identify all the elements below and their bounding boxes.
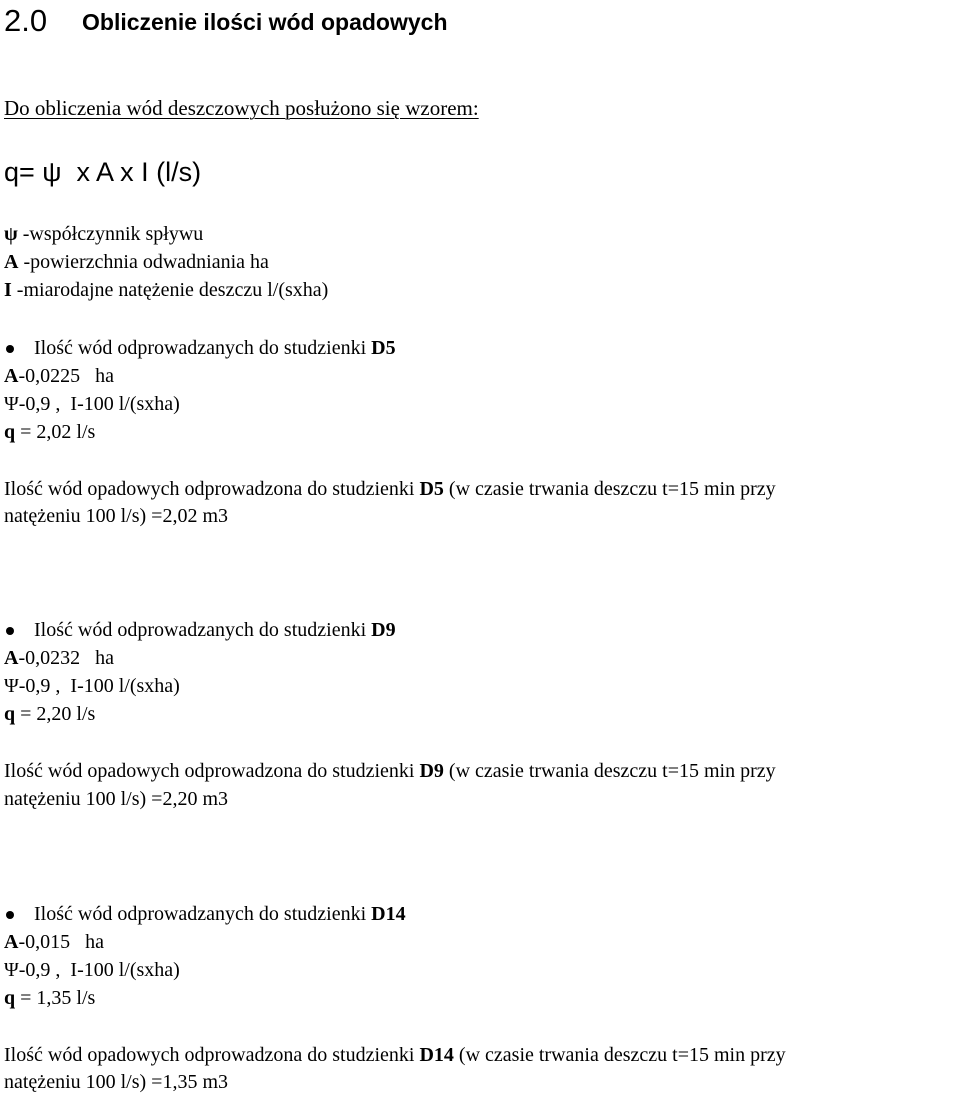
area-label: A: [4, 647, 19, 669]
well-id: D14: [371, 903, 406, 925]
summary-suffix: (w czasie trwania deszczu t=15 min przy: [453, 1044, 786, 1066]
area-value: -0,0232 ha: [18, 647, 114, 669]
summary-suffix: (w czasie trwania deszczu t=15 min przy: [443, 760, 776, 782]
summary-well-id: D14: [419, 1044, 454, 1066]
legend-item-area: [4, 252, 269, 272]
area-label: A: [4, 365, 19, 387]
area-value: -0,0225 ha: [18, 365, 114, 387]
bullet-icon: [6, 911, 14, 919]
coefficient-line: Ψ-0,9 , I-100 l/(sxha): [4, 393, 180, 415]
area-line: [4, 648, 114, 668]
bullet-icon: [6, 345, 14, 353]
formula: q= ψ x A x I (l/s): [4, 157, 202, 187]
flow-label: q: [4, 987, 16, 1009]
summary-line: [4, 761, 776, 781]
flow-value: = 1,35 l/s: [15, 987, 96, 1009]
flow-label: q: [4, 703, 16, 725]
flow-line: [4, 422, 95, 442]
summary-line: [4, 1045, 786, 1065]
legend-text: -współczynnik spływu: [17, 223, 204, 245]
intro-text: Do obliczenia wód deszczowych posłużono się wzorem:: [4, 96, 479, 120]
area-label: A: [4, 931, 19, 953]
legend-symbol: A: [4, 251, 19, 273]
summary-well-id: D9: [419, 760, 444, 782]
section-heading-text: Ilość wód odprowadzanych do studzienki: [34, 619, 372, 641]
section-heading-d9: [34, 620, 396, 640]
well-id: D5: [371, 337, 396, 359]
flow-value: = 2,20 l/s: [15, 703, 96, 725]
summary-line-2: natężeniu 100 l/s) =1,35 m3: [4, 1071, 229, 1093]
summary-line-2: natężeniu 100 l/s) =2,20 m3: [4, 788, 229, 810]
summary-well-id: D5: [419, 478, 444, 500]
section-heading-d14: [34, 904, 406, 924]
flow-label: q: [4, 421, 16, 443]
legend-item-intensity: [4, 280, 328, 300]
flow-line: [4, 704, 95, 724]
area-line: [4, 932, 104, 952]
summary-line-2: natężeniu 100 l/s) =2,02 m3: [4, 505, 229, 527]
section-heading-text: Ilość wód odprowadzanych do studzienki: [34, 903, 372, 925]
summary-prefix: Ilość wód opadowych odprowadzona do studzienki: [4, 1044, 420, 1066]
area-line: [4, 366, 114, 386]
summary-suffix: (w czasie trwania deszczu t=15 min przy: [443, 478, 776, 500]
area-value: -0,015 ha: [18, 931, 104, 953]
legend-text: -miarodajne natężenie deszczu l/(sxha): [11, 279, 329, 301]
legend-text: -powierzchnia odwadniania ha: [18, 251, 269, 273]
coefficient-line: Ψ-0,9 , I-100 l/(sxha): [4, 959, 180, 981]
flow-value: = 2,02 l/s: [15, 421, 96, 443]
section-number: 2.0: [4, 3, 48, 38]
section-heading-d5: [34, 338, 396, 358]
summary-prefix: Ilość wód opadowych odprowadzona do studzienki: [4, 760, 420, 782]
section-title: Obliczenie ilości wód opadowych: [82, 9, 448, 35]
legend-item-psi: [4, 224, 203, 244]
summary-prefix: Ilość wód opadowych odprowadzona do studzienki: [4, 478, 420, 500]
coefficient-line: Ψ-0,9 , I-100 l/(sxha): [4, 675, 180, 697]
legend-symbol: ψ: [4, 223, 18, 245]
well-id: D9: [371, 619, 396, 641]
bullet-icon: [6, 627, 14, 635]
summary-line: [4, 479, 776, 499]
legend-symbol: I: [4, 279, 12, 301]
flow-line: [4, 988, 95, 1008]
section-heading-text: Ilość wód odprowadzanych do studzienki: [34, 337, 372, 359]
